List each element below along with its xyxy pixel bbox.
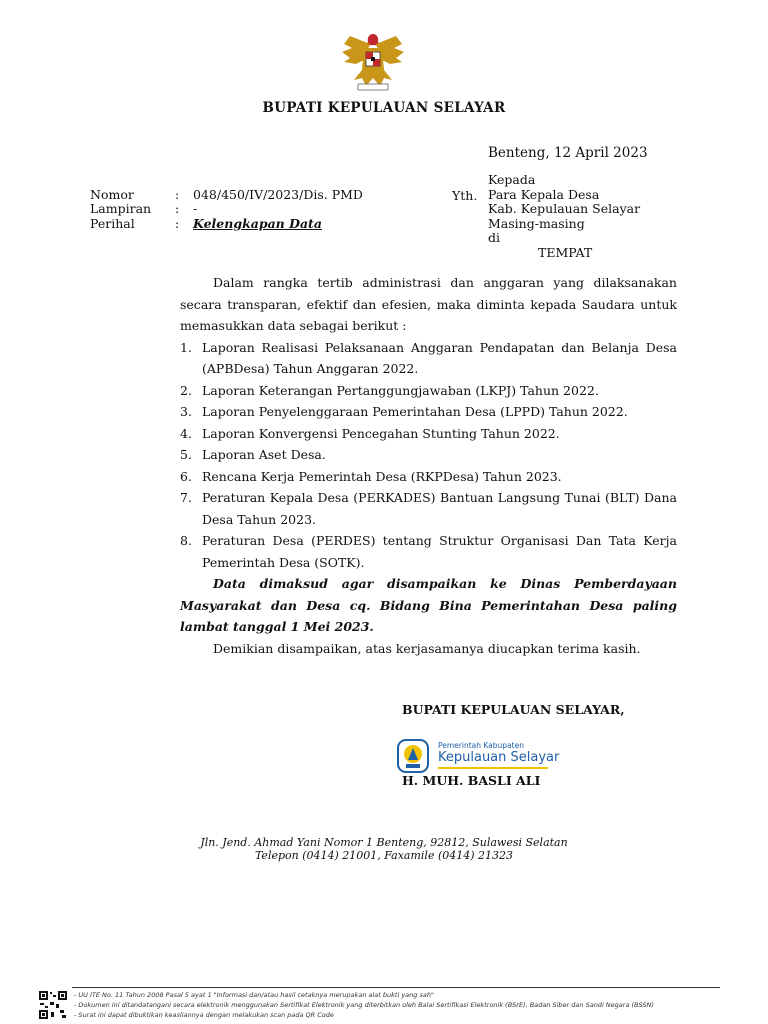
recipient-line: Kab. Kepulauan Selayar [488,201,641,216]
perihal-colon: : [175,216,180,231]
intro-paragraph: Dalam rangka tertib administrasi dan anggaran yang dilaksanakan secara transparan, efektif dan efesien, maka diminta kepada Saudara untuk memasukkan data sebagai berikut : [180,275,677,333]
logo-line-2: Kepulauan Selayar [438,750,560,765]
recipient-line: Kepada [488,172,536,187]
list-number: 6. [180,468,192,484]
list-text: Rencana Kerja Pemerintah Desa (RKPDesa) Tahun 2023. [202,468,562,484]
list-item [180,444,677,466]
garuda-emblem-icon [340,30,406,92]
footer-divider [72,987,720,988]
list-item [180,380,677,402]
footer-notes [74,990,654,1020]
footer-note: - Surat ini dapat dibuktikan keasliannya dengan melakukan scan pada QR Code [74,1011,334,1019]
closing-paragraph: Demikian disampaikan, atas kerjasamanya diucapkan terima kasih. [213,640,641,656]
letter-date: Benteng, 12 April 2023 [488,145,648,161]
list-item [180,423,677,445]
list-text: Peraturan Kepala Desa (PERKADES) Bantuan Langsung Tunai (BLT) Dana Desa Tahun 2023. [202,490,677,527]
list-item [180,487,677,530]
lampiran-colon: : [175,201,180,216]
address-line-1: Jln. Jend. Ahmad Yani Nomor 1 Benteng, 92812, Sulawesi Selatan [200,836,568,849]
recipient-line: Para Kepala Desa [488,186,600,202]
signer-title: BUPATI KEPULAUAN SELAYAR, [402,702,625,717]
signer-name: H. MUH. BASLI ALI [402,773,541,788]
list-number: 5. [180,447,192,462]
yth-label: Yth. [452,188,478,203]
lampiran-value: - [193,201,198,216]
letterhead-title: BUPATI KEPULAUAN SELAYAR [262,100,506,116]
recipient-line: di [488,230,500,245]
recipient-block [488,173,640,260]
footer-note: - UU ITE No. 11 Tahun 2008 Pasal 5 ayat 1 "Informasi dan/atau hasil cetaknya merupakan alat bukti yang sah" [74,991,434,999]
address-line-2: Telepon (0414) 21001, Faxamile (0414) 21323 [254,849,514,862]
perihal-label: Perihal [90,216,135,231]
kabupaten-seal-icon [396,738,430,774]
list-number: 1. [180,339,192,355]
list-item [180,530,677,573]
qr-code-icon [38,990,68,1020]
list-text: Laporan Realisasi Pelaksanaan Anggaran Pendapatan dan Belanja Desa (APBDesa) Tahun Anggaran 2022. [202,339,677,376]
office-address [0,836,768,862]
list-item [180,337,677,380]
nomor-value: 048/450/IV/2023/Dis. PMD [193,187,363,202]
list-number: 7. [180,490,192,505]
nomor-colon: : [175,187,180,202]
list-number: 2. [180,382,192,398]
deadline-paragraph: Data dimaksud agar disampaikan ke Dinas Pemberdayaan Masyarakat dan Desa cq. Bidang Bina Pemerintahan Desa paling lambat tanggal 1 Mei 2023. [180,576,677,634]
list-item [180,401,677,423]
list-text: Laporan Penyelenggaraan Pemerintahan Desa (LPPD) Tahun 2022. [202,404,628,419]
e-signature-logo [396,738,560,774]
footer-note: - Dokumen ini ditandatangani secara elektronik menggunakan Sertifikat Elektronik yang diterbitkan oleh Balai Sertifikasi Elektronik (BSrE), Badan Siber dan Sandi Negara (BSSN) [74,1001,654,1009]
list-item [180,466,677,488]
nomor-label: Nomor [90,187,134,202]
list-number: 8. [180,533,192,548]
lampiran-label: Lampiran [90,201,152,216]
list-number: 4. [180,425,192,441]
letter-body [180,272,677,659]
list-text: Laporan Aset Desa. [202,447,326,462]
recipient-tempat: TEMPAT [538,244,593,260]
list-text: Peraturan Desa (PERDES) tentang Struktur Organisasi Dan Tata Kerja Pemerintah Desa (SOTK). [202,533,677,570]
list-text: Laporan Keterangan Pertanggungjawaban (LKPJ) Tahun 2022. [202,382,599,398]
perihal-value: Kelengkapan Data [193,216,322,231]
request-list [180,337,677,574]
recipient-line: Masing-masing [488,215,585,231]
list-number: 3. [180,404,192,419]
logo-underline [438,767,548,769]
logo-line-1: Pemerintah Kabupaten [438,741,524,750]
list-text: Laporan Konvergensi Pencegahan Stunting Tahun 2022. [202,425,560,441]
